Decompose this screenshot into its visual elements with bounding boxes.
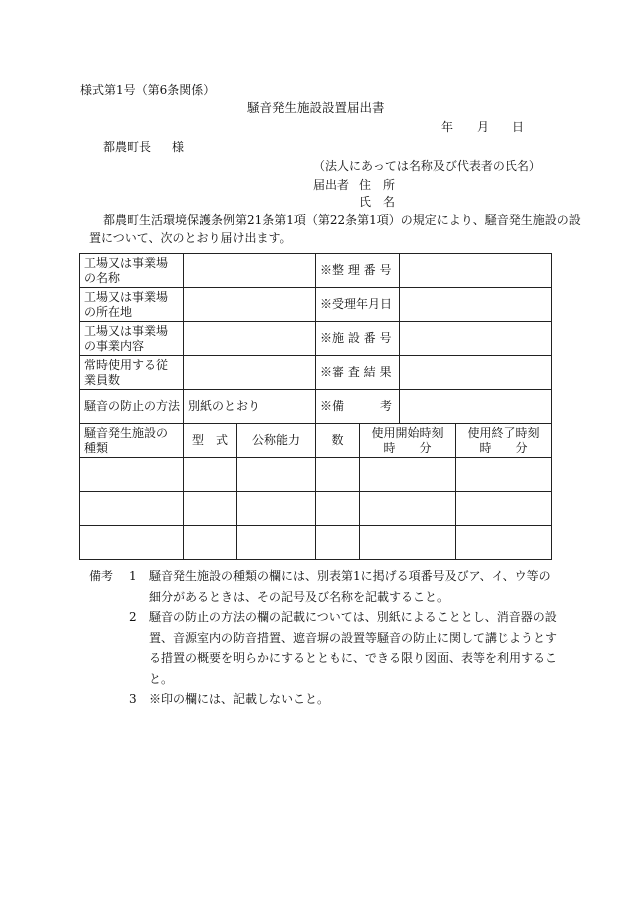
cell-start-time[interactable] bbox=[360, 458, 456, 492]
note-text: 騒音発生施設の種類の欄には、別表第1に掲げる項番号及びア、イ、ウ等の細分があるときは、その記号及び名称を記載すること。 bbox=[149, 569, 551, 604]
corporate-note: （法人にあっては名称及び代表者の氏名） bbox=[313, 159, 541, 173]
table-header-row bbox=[80, 424, 552, 458]
label-employee-count: 常時使用する従業員数 bbox=[80, 356, 184, 390]
addressee: 都農町長 bbox=[103, 140, 152, 154]
applicant-label: 届出者 bbox=[313, 178, 350, 192]
header-model: 型 式 bbox=[184, 424, 237, 458]
cell-count[interactable] bbox=[316, 526, 360, 560]
field-facility-number[interactable] bbox=[400, 322, 552, 356]
table-row bbox=[80, 526, 552, 560]
field-review-result[interactable] bbox=[400, 356, 552, 390]
cell-facility-type[interactable] bbox=[80, 458, 184, 492]
label-receipt-date: ※受理年月日 bbox=[316, 288, 400, 322]
header-start-time-line1: 使用開始時刻 bbox=[371, 425, 444, 440]
address-label: 住 所 bbox=[359, 178, 396, 192]
table-row bbox=[80, 254, 552, 288]
table-row bbox=[80, 458, 552, 492]
table-row bbox=[80, 288, 552, 322]
field-factory-location[interactable] bbox=[184, 288, 316, 322]
cell-capacity[interactable] bbox=[237, 458, 316, 492]
header-count: 数 bbox=[316, 424, 360, 458]
facility-list-table bbox=[79, 423, 552, 560]
cell-model[interactable] bbox=[184, 458, 237, 492]
body-line-1: 都農町生活環境保護条例第21条第1項（第22条第1項）の規定により、騒音発生施設の設 bbox=[103, 213, 581, 227]
form-number: 様式第1号（第6条関係） bbox=[80, 83, 216, 97]
cell-count[interactable] bbox=[316, 492, 360, 526]
note-item bbox=[89, 607, 559, 689]
cell-capacity[interactable] bbox=[237, 492, 316, 526]
table-row bbox=[80, 322, 552, 356]
label-review-result: ※審 査 結 果 bbox=[316, 356, 400, 390]
field-remarks[interactable] bbox=[400, 390, 552, 424]
field-employee-count[interactable] bbox=[184, 356, 316, 390]
note-item bbox=[89, 689, 559, 710]
label-factory-name: 工場又は事業場の名称 bbox=[80, 254, 184, 288]
cell-start-time[interactable] bbox=[360, 526, 456, 560]
cell-end-time[interactable] bbox=[456, 492, 552, 526]
addressee-suffix: 様 bbox=[172, 140, 185, 154]
field-business-content[interactable] bbox=[184, 322, 316, 356]
header-facility-type: 騒音発生施設の種類 bbox=[80, 424, 184, 458]
label-remarks: ※備 考 bbox=[316, 390, 400, 424]
note-text: ※印の欄には、記載しないこと。 bbox=[149, 692, 330, 706]
label-factory-location: 工場又は事業場の所在地 bbox=[80, 288, 184, 322]
table-row bbox=[80, 390, 552, 424]
cell-end-time[interactable] bbox=[456, 458, 552, 492]
cell-model[interactable] bbox=[184, 526, 237, 560]
note-number: 2 bbox=[129, 610, 137, 624]
field-factory-name[interactable] bbox=[184, 254, 316, 288]
header-end-time bbox=[456, 424, 552, 458]
name-label: 氏 名 bbox=[359, 195, 396, 209]
label-noise-prevention: 騒音の防止の方法 bbox=[80, 390, 184, 424]
notes-heading: 備考 bbox=[89, 569, 114, 583]
date-year-label: 年 bbox=[441, 120, 454, 134]
facility-info-table bbox=[79, 253, 552, 424]
cell-model[interactable] bbox=[184, 492, 237, 526]
cell-facility-type[interactable] bbox=[80, 492, 184, 526]
date-day-label: 日 bbox=[512, 120, 525, 134]
notes-section bbox=[89, 566, 559, 710]
label-business-content: 工場又は事業場の事業内容 bbox=[80, 322, 184, 356]
note-text: 騒音の防止の方法の欄の記載については、別紙によることとし、消音器の設置、音源室内の防音措置、遮音塀の設置等騒音の防止に関して講じようとする措置の概要を明らかにするとともに、できる限り図面、表等を利用すること。 bbox=[149, 610, 558, 686]
field-reference-number[interactable] bbox=[400, 254, 552, 288]
date-month-label: 月 bbox=[477, 120, 490, 134]
note-item bbox=[89, 566, 559, 607]
document-title: 騒音発生施設設置届出書 bbox=[247, 100, 385, 115]
body-line-2: 置について、次のとおり届け出ます。 bbox=[89, 231, 292, 245]
field-receipt-date[interactable] bbox=[400, 288, 552, 322]
table-row bbox=[80, 492, 552, 526]
cell-end-time[interactable] bbox=[456, 526, 552, 560]
field-noise-prevention[interactable]: 別紙のとおり bbox=[184, 390, 316, 424]
header-capacity: 公称能力 bbox=[237, 424, 316, 458]
table-row bbox=[80, 356, 552, 390]
cell-start-time[interactable] bbox=[360, 492, 456, 526]
cell-capacity[interactable] bbox=[237, 526, 316, 560]
header-start-time-line2: 時 分 bbox=[383, 440, 432, 455]
note-number: 3 bbox=[129, 692, 137, 706]
note-number: 1 bbox=[129, 569, 137, 583]
header-end-time-line1: 使用終了時刻 bbox=[467, 425, 540, 440]
cell-facility-type[interactable] bbox=[80, 526, 184, 560]
label-reference-number: ※整 理 番 号 bbox=[316, 254, 400, 288]
header-end-time-line2: 時 分 bbox=[479, 440, 528, 455]
cell-count[interactable] bbox=[316, 458, 360, 492]
label-facility-number: ※施 設 番 号 bbox=[316, 322, 400, 356]
header-start-time bbox=[360, 424, 456, 458]
